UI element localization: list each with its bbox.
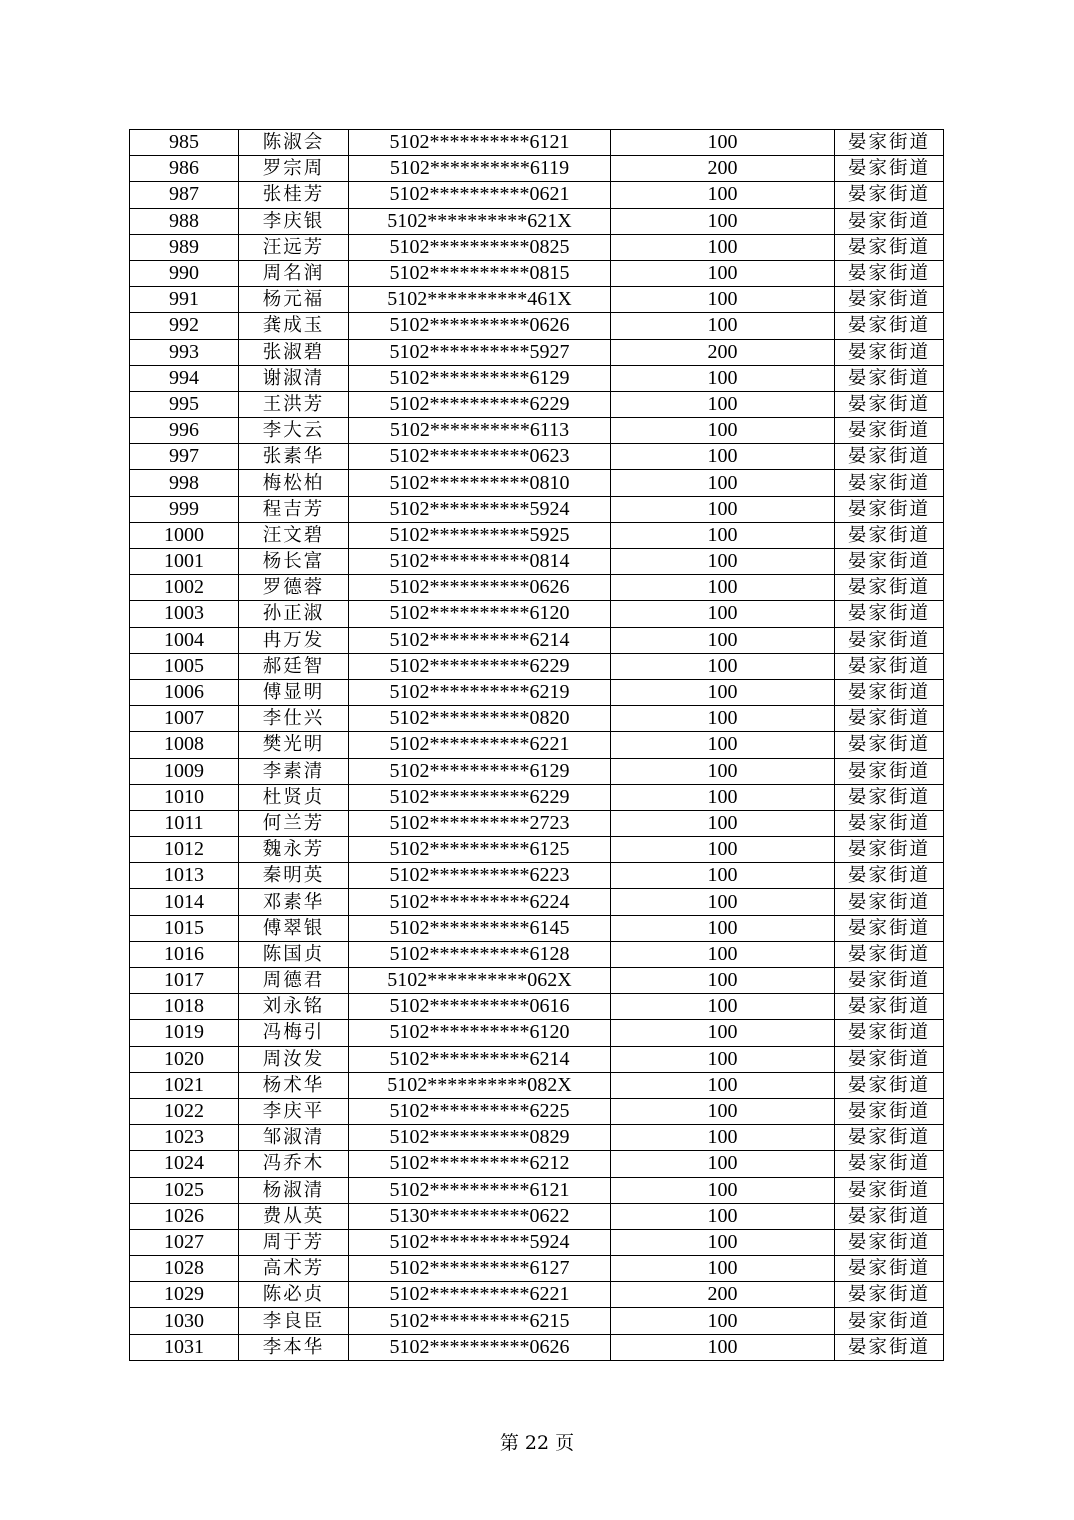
person-name: 何兰芳 — [239, 810, 349, 836]
street-cell: 晏家街道 — [835, 1020, 944, 1046]
amount-cell: 100 — [611, 1177, 835, 1203]
id-number: 5102**********0810 — [349, 470, 611, 496]
amount-cell: 100 — [611, 706, 835, 732]
amount-cell: 100 — [611, 601, 835, 627]
id-number: 5102**********6215 — [349, 1308, 611, 1334]
street-cell: 晏家街道 — [835, 1308, 944, 1334]
person-name: 杨术华 — [239, 1072, 349, 1098]
amount-cell: 100 — [611, 863, 835, 889]
street-cell: 晏家街道 — [835, 313, 944, 339]
street-cell: 晏家街道 — [835, 522, 944, 548]
row-number: 1002 — [130, 575, 239, 601]
id-number: 5102**********5924 — [349, 496, 611, 522]
amount-cell: 100 — [611, 758, 835, 784]
street-cell: 晏家街道 — [835, 496, 944, 522]
table-row — [130, 1282, 944, 1308]
person-name: 汪文碧 — [239, 522, 349, 548]
id-number: 5102**********082X — [349, 1072, 611, 1098]
roster-table — [129, 129, 944, 1361]
person-name: 费从英 — [239, 1203, 349, 1229]
person-name: 傅显明 — [239, 679, 349, 705]
amount-cell: 100 — [611, 575, 835, 601]
id-number: 5102**********0829 — [349, 1125, 611, 1151]
person-name: 陈国贞 — [239, 941, 349, 967]
amount-cell: 100 — [611, 1229, 835, 1255]
person-name: 孙正淑 — [239, 601, 349, 627]
row-number: 986 — [130, 156, 239, 182]
table-row — [130, 130, 944, 156]
row-number: 1028 — [130, 1256, 239, 1282]
table-row — [130, 287, 944, 313]
table-row — [130, 1072, 944, 1098]
street-cell: 晏家街道 — [835, 1256, 944, 1282]
table-row — [130, 549, 944, 575]
amount-cell: 100 — [611, 130, 835, 156]
amount-cell: 100 — [611, 470, 835, 496]
table-row — [130, 444, 944, 470]
person-name: 李仕兴 — [239, 706, 349, 732]
id-number: 5102**********6214 — [349, 627, 611, 653]
id-number: 5102**********5924 — [349, 1229, 611, 1255]
person-name: 高术芳 — [239, 1256, 349, 1282]
amount-cell: 100 — [611, 313, 835, 339]
person-name: 谢淑清 — [239, 365, 349, 391]
street-cell: 晏家街道 — [835, 810, 944, 836]
table-row — [130, 810, 944, 836]
table-row — [130, 1334, 944, 1360]
id-number: 5102**********0814 — [349, 549, 611, 575]
row-number: 1025 — [130, 1177, 239, 1203]
table-row — [130, 968, 944, 994]
id-number: 5102**********6214 — [349, 1046, 611, 1072]
amount-cell: 100 — [611, 1020, 835, 1046]
table-row — [130, 889, 944, 915]
table-row — [130, 313, 944, 339]
id-number: 5102**********0626 — [349, 1334, 611, 1360]
amount-cell: 100 — [611, 444, 835, 470]
row-number: 994 — [130, 365, 239, 391]
table-row — [130, 915, 944, 941]
person-name: 周名润 — [239, 260, 349, 286]
person-name: 杨长富 — [239, 549, 349, 575]
id-number: 5102**********0825 — [349, 234, 611, 260]
amount-cell: 100 — [611, 994, 835, 1020]
person-name: 陈必贞 — [239, 1282, 349, 1308]
table-row — [130, 496, 944, 522]
amount-cell: 100 — [611, 1072, 835, 1098]
id-number: 5102**********6120 — [349, 1020, 611, 1046]
amount-cell: 100 — [611, 418, 835, 444]
id-number: 5130**********0622 — [349, 1203, 611, 1229]
street-cell: 晏家街道 — [835, 1046, 944, 1072]
person-name: 李素清 — [239, 758, 349, 784]
table-row — [130, 1203, 944, 1229]
id-number: 5102**********6212 — [349, 1151, 611, 1177]
id-number: 5102**********6120 — [349, 601, 611, 627]
street-cell: 晏家街道 — [835, 1334, 944, 1360]
street-cell: 晏家街道 — [835, 234, 944, 260]
street-cell: 晏家街道 — [835, 994, 944, 1020]
id-number: 5102**********0626 — [349, 313, 611, 339]
amount-cell: 100 — [611, 549, 835, 575]
person-name: 傅翠银 — [239, 915, 349, 941]
table-row — [130, 1177, 944, 1203]
row-number: 1003 — [130, 601, 239, 627]
table-row — [130, 260, 944, 286]
table-row — [130, 837, 944, 863]
id-number: 5102**********5925 — [349, 522, 611, 548]
id-number: 5102**********6129 — [349, 758, 611, 784]
street-cell: 晏家街道 — [835, 1229, 944, 1255]
row-number: 1016 — [130, 941, 239, 967]
person-name: 罗德蓉 — [239, 575, 349, 601]
amount-cell: 100 — [611, 1308, 835, 1334]
id-number: 5102**********6225 — [349, 1098, 611, 1124]
person-name: 郝廷智 — [239, 653, 349, 679]
id-number: 5102**********6121 — [349, 130, 611, 156]
amount-cell: 100 — [611, 810, 835, 836]
street-cell: 晏家街道 — [835, 941, 944, 967]
row-number: 1001 — [130, 549, 239, 575]
street-cell: 晏家街道 — [835, 653, 944, 679]
street-cell: 晏家街道 — [835, 575, 944, 601]
table-row — [130, 470, 944, 496]
table-row — [130, 1256, 944, 1282]
amount-cell: 100 — [611, 837, 835, 863]
row-number: 1014 — [130, 889, 239, 915]
street-cell: 晏家街道 — [835, 784, 944, 810]
row-number: 1013 — [130, 863, 239, 889]
amount-cell: 100 — [611, 679, 835, 705]
row-number: 1007 — [130, 706, 239, 732]
row-number: 1011 — [130, 810, 239, 836]
id-number: 5102**********461X — [349, 287, 611, 313]
amount-cell: 100 — [611, 627, 835, 653]
row-number: 1008 — [130, 732, 239, 758]
person-name: 冉万发 — [239, 627, 349, 653]
row-number: 985 — [130, 130, 239, 156]
person-name: 周于芳 — [239, 1229, 349, 1255]
table-row — [130, 575, 944, 601]
amount-cell: 100 — [611, 653, 835, 679]
row-number: 1030 — [130, 1308, 239, 1334]
person-name: 杨淑清 — [239, 1177, 349, 1203]
table-row — [130, 1125, 944, 1151]
table-row — [130, 182, 944, 208]
street-cell: 晏家街道 — [835, 418, 944, 444]
table-row — [130, 1229, 944, 1255]
person-name: 秦明英 — [239, 863, 349, 889]
id-number: 5102**********6219 — [349, 679, 611, 705]
id-number: 5102**********0626 — [349, 575, 611, 601]
amount-cell: 100 — [611, 968, 835, 994]
row-number: 1029 — [130, 1282, 239, 1308]
street-cell: 晏家街道 — [835, 260, 944, 286]
person-name: 刘永铭 — [239, 994, 349, 1020]
amount-cell: 100 — [611, 1151, 835, 1177]
id-number: 5102**********5927 — [349, 339, 611, 365]
street-cell: 晏家街道 — [835, 470, 944, 496]
street-cell: 晏家街道 — [835, 1125, 944, 1151]
id-number: 5102**********6229 — [349, 653, 611, 679]
street-cell: 晏家街道 — [835, 156, 944, 182]
id-number: 5102**********6128 — [349, 941, 611, 967]
table-row — [130, 365, 944, 391]
row-number: 1020 — [130, 1046, 239, 1072]
amount-cell: 200 — [611, 339, 835, 365]
person-name: 程吉芳 — [239, 496, 349, 522]
street-cell: 晏家街道 — [835, 837, 944, 863]
id-number: 5102**********0820 — [349, 706, 611, 732]
id-number: 5102**********0621 — [349, 182, 611, 208]
table-row — [130, 208, 944, 234]
street-cell: 晏家街道 — [835, 1098, 944, 1124]
person-name: 魏永芳 — [239, 837, 349, 863]
id-number: 5102**********6229 — [349, 784, 611, 810]
id-number: 5102**********6223 — [349, 863, 611, 889]
row-number: 1000 — [130, 522, 239, 548]
row-number: 996 — [130, 418, 239, 444]
amount-cell: 100 — [611, 732, 835, 758]
amount-cell: 100 — [611, 1098, 835, 1124]
person-name: 李良臣 — [239, 1308, 349, 1334]
table-row — [130, 601, 944, 627]
amount-cell: 100 — [611, 234, 835, 260]
street-cell: 晏家街道 — [835, 706, 944, 732]
person-name: 李本华 — [239, 1334, 349, 1360]
street-cell: 晏家街道 — [835, 1177, 944, 1203]
person-name: 李庆平 — [239, 1098, 349, 1124]
street-cell: 晏家街道 — [835, 863, 944, 889]
row-number: 1021 — [130, 1072, 239, 1098]
table-row — [130, 391, 944, 417]
table-row — [130, 941, 944, 967]
street-cell: 晏家街道 — [835, 1151, 944, 1177]
table-row — [130, 234, 944, 260]
id-number: 5102**********621X — [349, 208, 611, 234]
street-cell: 晏家街道 — [835, 968, 944, 994]
table-row — [130, 679, 944, 705]
person-name: 邓素华 — [239, 889, 349, 915]
roster-body — [130, 130, 944, 1361]
row-number: 1026 — [130, 1203, 239, 1229]
amount-cell: 200 — [611, 1282, 835, 1308]
person-name: 张桂芳 — [239, 182, 349, 208]
person-name: 陈淑会 — [239, 130, 349, 156]
row-number: 992 — [130, 313, 239, 339]
row-number: 1015 — [130, 915, 239, 941]
table-row — [130, 732, 944, 758]
row-number: 1009 — [130, 758, 239, 784]
amount-cell: 200 — [611, 156, 835, 182]
row-number: 1019 — [130, 1020, 239, 1046]
id-number: 5102**********6145 — [349, 915, 611, 941]
amount-cell: 100 — [611, 260, 835, 286]
row-number: 1031 — [130, 1334, 239, 1360]
row-number: 1022 — [130, 1098, 239, 1124]
id-number: 5102**********6127 — [349, 1256, 611, 1282]
table-row — [130, 418, 944, 444]
amount-cell: 100 — [611, 365, 835, 391]
street-cell: 晏家街道 — [835, 627, 944, 653]
street-cell: 晏家街道 — [835, 758, 944, 784]
row-number: 989 — [130, 234, 239, 260]
id-number: 5102**********6224 — [349, 889, 611, 915]
id-number: 5102**********6129 — [349, 365, 611, 391]
table-row — [130, 1098, 944, 1124]
amount-cell: 100 — [611, 915, 835, 941]
amount-cell: 100 — [611, 889, 835, 915]
amount-cell: 100 — [611, 1046, 835, 1072]
row-number: 1012 — [130, 837, 239, 863]
person-name: 冯乔木 — [239, 1151, 349, 1177]
amount-cell: 100 — [611, 1334, 835, 1360]
table-row — [130, 627, 944, 653]
amount-cell: 100 — [611, 182, 835, 208]
table-row — [130, 863, 944, 889]
person-name: 李庆银 — [239, 208, 349, 234]
row-number: 991 — [130, 287, 239, 313]
person-name: 梅松柏 — [239, 470, 349, 496]
table-row — [130, 784, 944, 810]
person-name: 周汝发 — [239, 1046, 349, 1072]
person-name: 张淑碧 — [239, 339, 349, 365]
id-number: 5102**********6119 — [349, 156, 611, 182]
street-cell: 晏家街道 — [835, 365, 944, 391]
amount-cell: 100 — [611, 1203, 835, 1229]
amount-cell: 100 — [611, 1256, 835, 1282]
street-cell: 晏家街道 — [835, 601, 944, 627]
person-name: 杜贤贞 — [239, 784, 349, 810]
row-number: 1023 — [130, 1125, 239, 1151]
table-row — [130, 1308, 944, 1334]
table-row — [130, 1151, 944, 1177]
amount-cell: 100 — [611, 208, 835, 234]
id-number: 5102**********0623 — [349, 444, 611, 470]
person-name: 王洪芳 — [239, 391, 349, 417]
row-number: 990 — [130, 260, 239, 286]
row-number: 1024 — [130, 1151, 239, 1177]
table-row — [130, 758, 944, 784]
street-cell: 晏家街道 — [835, 444, 944, 470]
street-cell: 晏家街道 — [835, 1072, 944, 1098]
row-number: 1006 — [130, 679, 239, 705]
page-number: 第 22 页 — [499, 1432, 575, 1454]
street-cell: 晏家街道 — [835, 130, 944, 156]
row-number: 1010 — [130, 784, 239, 810]
id-number: 5102**********6229 — [349, 391, 611, 417]
street-cell: 晏家街道 — [835, 549, 944, 575]
id-number: 5102**********6221 — [349, 1282, 611, 1308]
street-cell: 晏家街道 — [835, 339, 944, 365]
row-number: 988 — [130, 208, 239, 234]
amount-cell: 100 — [611, 287, 835, 313]
amount-cell: 100 — [611, 784, 835, 810]
person-name: 杨元福 — [239, 287, 349, 313]
street-cell: 晏家街道 — [835, 679, 944, 705]
row-number: 998 — [130, 470, 239, 496]
street-cell: 晏家街道 — [835, 1282, 944, 1308]
id-number: 5102**********0616 — [349, 994, 611, 1020]
street-cell: 晏家街道 — [835, 889, 944, 915]
amount-cell: 100 — [611, 522, 835, 548]
table-row — [130, 994, 944, 1020]
amount-cell: 100 — [611, 941, 835, 967]
id-number: 5102**********6221 — [349, 732, 611, 758]
table-row — [130, 339, 944, 365]
street-cell: 晏家街道 — [835, 915, 944, 941]
table-row — [130, 1020, 944, 1046]
row-number: 993 — [130, 339, 239, 365]
amount-cell: 100 — [611, 496, 835, 522]
amount-cell: 100 — [611, 391, 835, 417]
row-number: 1018 — [130, 994, 239, 1020]
table-row — [130, 522, 944, 548]
row-number: 1017 — [130, 968, 239, 994]
row-number: 987 — [130, 182, 239, 208]
person-name: 汪远芳 — [239, 234, 349, 260]
person-name: 冯梅引 — [239, 1020, 349, 1046]
person-name: 罗宗周 — [239, 156, 349, 182]
row-number: 999 — [130, 496, 239, 522]
id-number: 5102**********2723 — [349, 810, 611, 836]
id-number: 5102**********0815 — [349, 260, 611, 286]
person-name: 邹淑清 — [239, 1125, 349, 1151]
row-number: 995 — [130, 391, 239, 417]
id-number: 5102**********062X — [349, 968, 611, 994]
street-cell: 晏家街道 — [835, 208, 944, 234]
id-number: 5102**********6113 — [349, 418, 611, 444]
table-row — [130, 1046, 944, 1072]
id-number: 5102**********6125 — [349, 837, 611, 863]
amount-cell: 100 — [611, 1125, 835, 1151]
id-number: 5102**********6121 — [349, 1177, 611, 1203]
person-name: 龚成玉 — [239, 313, 349, 339]
row-number: 1004 — [130, 627, 239, 653]
street-cell: 晏家街道 — [835, 182, 944, 208]
row-number: 997 — [130, 444, 239, 470]
street-cell: 晏家街道 — [835, 732, 944, 758]
row-number: 1005 — [130, 653, 239, 679]
person-name: 周德君 — [239, 968, 349, 994]
person-name: 樊光明 — [239, 732, 349, 758]
person-name: 张素华 — [239, 444, 349, 470]
table-row — [130, 156, 944, 182]
table-row — [130, 653, 944, 679]
street-cell: 晏家街道 — [835, 391, 944, 417]
table-row — [130, 706, 944, 732]
row-number: 1027 — [130, 1229, 239, 1255]
street-cell: 晏家街道 — [835, 1203, 944, 1229]
person-name: 李大云 — [239, 418, 349, 444]
street-cell: 晏家街道 — [835, 287, 944, 313]
